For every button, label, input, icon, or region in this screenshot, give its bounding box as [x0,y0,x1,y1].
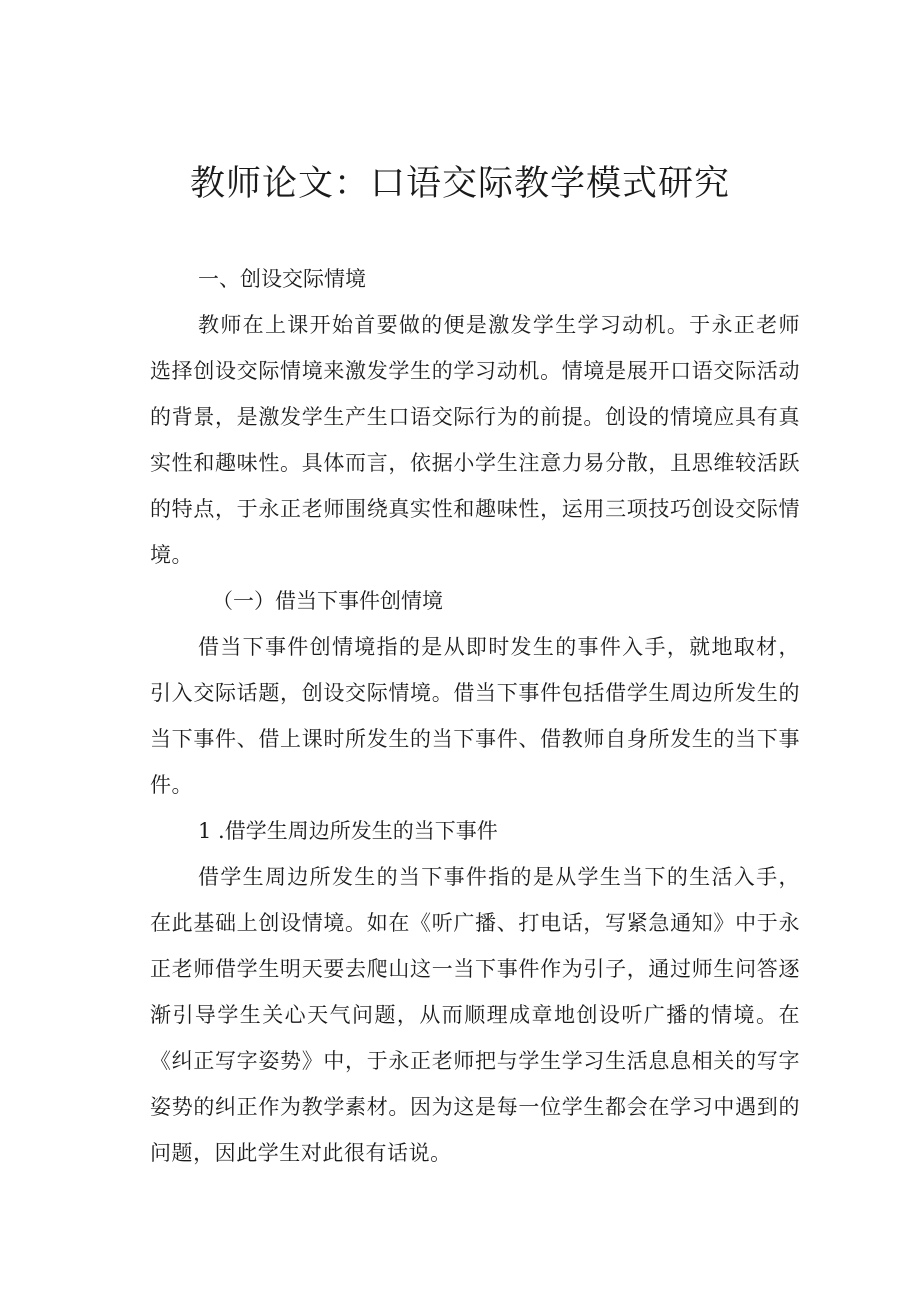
document-title: 教师论文：口语交际教学模式研究 [189,164,730,204]
document-body [150,256,800,1176]
item-paragraph: 借学生周边所发生的当下事件指的是从学生当下的生活入手，在此基础上创设情境。如在《听广播、打电话，写紧急通知》中于永正老师借学生明天要去爬山这一当下事件作为引子，通过师生问答逐渐引导学生关心天气问题，从而顺理成章地创设听广播的情境。在《纠正写字姿势》中，于永正老师把与学生学习生活息息相关的写字姿势的纠正作为教学素材。因为这是每一位学生都会在学习中遇到的问题，因此学生对此很有话说。 [150,865,800,1165]
item-heading: 1 .借学生周边所发生的当下事件 [198,819,498,843]
section-heading: 一、创设交际情境 [198,267,366,291]
section-intro-paragraph: 教师在上课开始首要做的便是激发学生学习动机。于永正老师选择创设交际情境来激发学生的学习动机。情境是展开口语交际活动的背景，是激发学生产生口语交际行为的前提。创设的情境应具有真实性和趣味性。具体而言，依据小学生注意力易分散，且思维较活跃的特点，于永正老师围绕真实性和趣味性，运用三项技巧创设交际情境。 [150,313,800,567]
subsection-heading: （一）借当下事件创情境 [212,589,443,613]
subsection-paragraph: 借当下事件创情境指的是从即时发生的事件入手，就地取材，引入交际话题，创设交际情境。借当下事件包括借学生周边所发生的当下事件、借上课时所发生的当下事件、借教师自身所发生的当下事件。 [150,635,800,797]
